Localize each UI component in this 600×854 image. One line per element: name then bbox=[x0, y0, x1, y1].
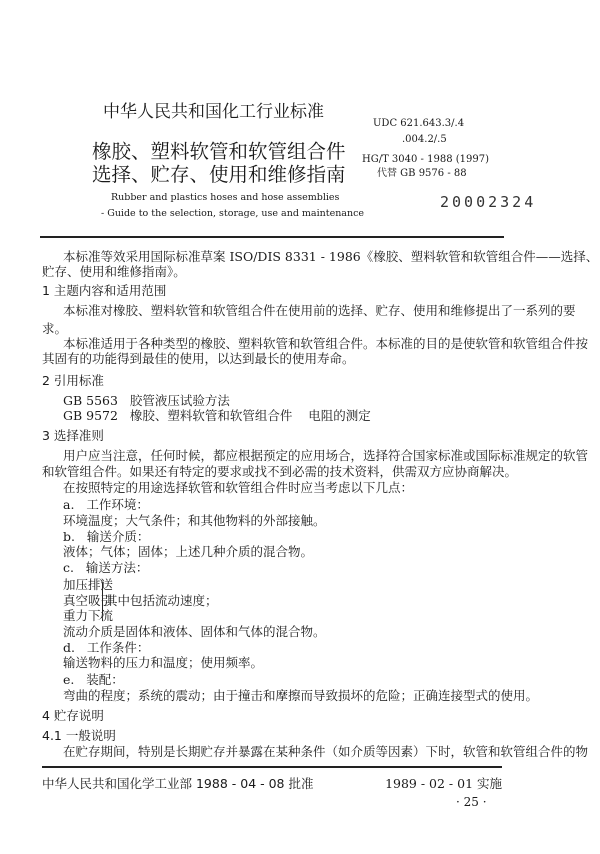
method-gravity: 重力下流 bbox=[63, 608, 114, 623]
title-english-line1: Rubber and plastics hoses and hose assemblies bbox=[111, 192, 340, 203]
section-2-heading: 2 引用标准 bbox=[42, 373, 104, 388]
approval-text: 中华人民共和国化学工业部 1988 - 04 - 08 批准 bbox=[42, 776, 314, 791]
brace bbox=[97, 578, 103, 620]
item-e-label: e. 装配： bbox=[63, 672, 124, 687]
stamp-number: 20002324 bbox=[440, 193, 537, 211]
brace-text: 其中包括流动速度； bbox=[105, 593, 218, 608]
s3-p1-line2: 和软管组合件。如果还有特定的要求或找不到必需的技术资料，供需双方应协商解决。 bbox=[42, 464, 518, 479]
udc-line2: .004.2/.5 bbox=[402, 134, 447, 145]
footer-divider bbox=[42, 766, 502, 768]
s3-p2: 在按照特定的用途选择软管和软管组合件时应当考虑以下几点： bbox=[63, 480, 414, 495]
section-4-heading: 4 贮存说明 bbox=[42, 708, 104, 723]
section-4-1-heading: 4.1 一般说明 bbox=[42, 728, 116, 743]
intro-line1: 本标准等效采用国际标准草案 ISO/DIS 8331 - 1986《橡胶、塑料软管和软管组合件——选择、 bbox=[63, 249, 599, 264]
s1-p1-line2: 求。 bbox=[42, 321, 68, 336]
s1-p2-line1: 本标准适用于各种类型的橡胶、塑料软管和软管组合件。本标准的目的是使软管和软管组合件按 bbox=[63, 336, 589, 351]
item-b-text: 液体；气体；固体；上述几种介质的混合物。 bbox=[63, 544, 314, 559]
item-e-text: 弯曲的程度；系统的震动；由于撞击和摩擦而导致损坏的危险；正确连接型式的使用。 bbox=[63, 688, 539, 703]
title-line2: 选择、贮存、使用和维修指南 bbox=[92, 163, 346, 186]
item-a-label: a. 工作环境： bbox=[63, 497, 149, 512]
udc-line1: UDC 621.643.3/.4 bbox=[373, 118, 465, 129]
header-divider bbox=[40, 236, 504, 238]
intro-line2: 贮存、使用和维修指南》。 bbox=[42, 264, 186, 279]
section-3-heading: 3 选择准则 bbox=[42, 428, 104, 443]
title-line1: 橡胶、塑料软管和软管组合件 bbox=[92, 140, 346, 163]
title-english-line2: - Guide to the selection, storage, use and maintenance bbox=[101, 208, 365, 219]
s1-p2-line2: 其固有的功能得到最佳的使用，以达到最长的使用寿命。 bbox=[42, 351, 355, 366]
standard-category: 中华人民共和国化工行业标准 bbox=[103, 102, 324, 122]
s3-p1-line1: 用户应当注意，任何时候，都应根据预定的应用场合，选择符合国家标准或国际标准规定的软管 bbox=[63, 448, 589, 463]
item-a-text: 环境温度；大气条件；和其他物料的外部接触。 bbox=[63, 513, 326, 528]
item-c-text: 流动介质是固体和液体、固体和气体的混合物。 bbox=[63, 624, 326, 639]
effective-date: 1989 - 02 - 01 实施 bbox=[385, 776, 502, 791]
reference-gb5563: GB 5563 胶管液压试验方法 bbox=[63, 393, 230, 408]
s41-p1: 在贮存期间，特别是长期贮存并暴露在某种条件（如介质等因素）下时，软管和软管组合件的物 bbox=[63, 744, 589, 759]
item-b-label: b. 输送介质： bbox=[63, 529, 150, 544]
s1-p1-line1: 本标准对橡胶、塑料软管和软管组合件在使用前的选择、贮存、使用和维修提出了一系列的要 bbox=[63, 303, 576, 318]
method-pressure: 加压排送 bbox=[63, 577, 114, 592]
section-1-heading: 1 主题内容和适用范围 bbox=[42, 283, 167, 298]
replaces-standard: 代替 GB 9576 - 88 bbox=[377, 168, 467, 179]
standard-number: HG/T 3040 - 1988 (1997) bbox=[362, 154, 489, 165]
reference-gb9572: GB 9572 橡胶、塑料软管和软管组合件 电阻的测定 bbox=[63, 408, 371, 423]
item-c-label: c. 输送方法： bbox=[63, 560, 149, 575]
item-d-label: d. 工作条件： bbox=[63, 640, 150, 655]
page-number: · 25 · bbox=[456, 795, 487, 809]
item-d-text: 输送物料的压力和温度；使用频率。 bbox=[63, 655, 264, 670]
method-vacuum: 真空吸引 bbox=[63, 593, 114, 608]
